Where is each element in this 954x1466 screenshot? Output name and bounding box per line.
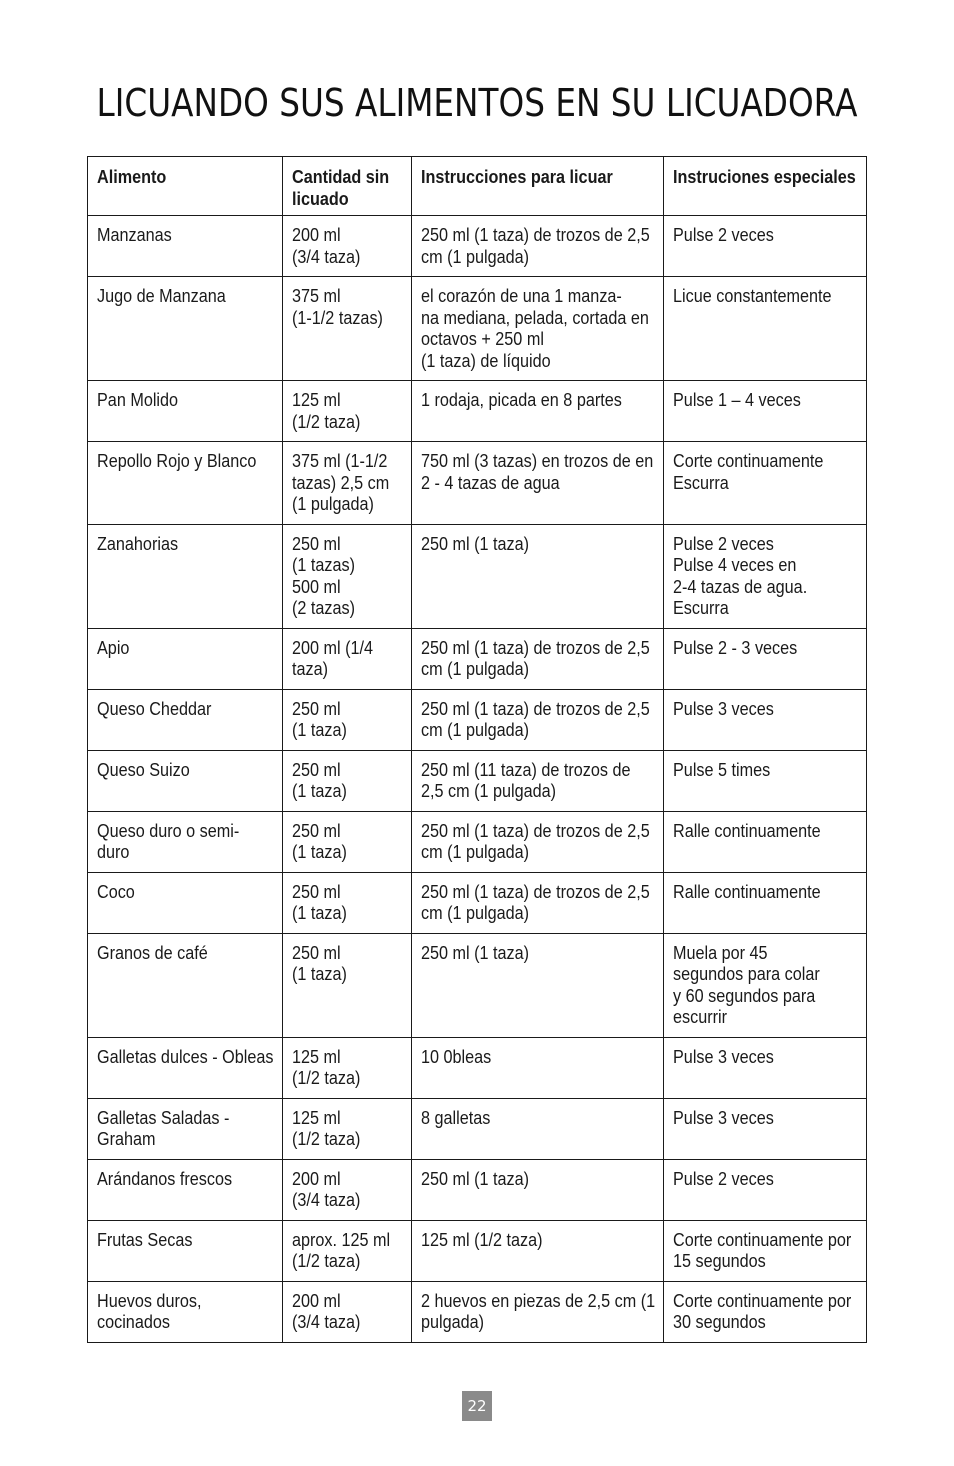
table-row <box>88 689 867 750</box>
instructions-cell: 125 ml (1/2 taza) <box>412 1220 664 1281</box>
food-cell: Queso Suizo <box>88 750 283 811</box>
instructions-cell: el corazón de una 1 manza- na mediana, pelada, cortada en octavos + 250 ml (1 taza) de líquido <box>412 277 664 381</box>
instructions-cell: 1 rodaja, picada en 8 partes <box>412 381 664 442</box>
quantity-cell: 375 ml (1-1/2 tazas) 2,5 cm (1 pulgada) <box>283 442 412 525</box>
food-cell: Repollo Rojo y Blanco <box>88 442 283 525</box>
special-instructions-cell: Pulse 2 - 3 veces <box>664 628 867 689</box>
special-instructions-cell: Pulse 3 veces <box>664 1037 867 1098</box>
food-cell: Queso Cheddar <box>88 689 283 750</box>
table-row <box>88 216 867 277</box>
table-row <box>88 872 867 933</box>
special-instructions-cell: Licue constantemente <box>664 277 867 381</box>
food-cell: Granos de café <box>88 933 283 1037</box>
instructions-cell: 250 ml (1 taza) <box>412 524 664 628</box>
table-header-row <box>88 157 867 216</box>
instructions-cell: 250 ml (1 taza) de trozos de 2,5 cm (1 pulgada) <box>412 216 664 277</box>
instructions-cell: 250 ml (11 taza) de trozos de 2,5 cm (1 pulgada) <box>412 750 664 811</box>
column-header-alimento: Alimento <box>88 157 283 216</box>
table-row <box>88 277 867 381</box>
quantity-cell: 250 ml (1 taza) <box>283 933 412 1037</box>
food-cell: Coco <box>88 872 283 933</box>
instructions-cell: 250 ml (1 taza) de trozos de 2,5 cm (1 pulgada) <box>412 811 664 872</box>
column-header-especiales: Instruciones especiales <box>664 157 867 216</box>
page-title: LICUANDO SUS ALIMENTOS EN SU LICUADORA <box>96 81 858 125</box>
column-header-instrucciones: Instrucciones para licuar <box>412 157 664 216</box>
quantity-cell: 200 ml (1/4 taza) <box>283 628 412 689</box>
quantity-cell: 125 ml (1/2 taza) <box>283 1037 412 1098</box>
instructions-cell: 10 0bleas <box>412 1037 664 1098</box>
quantity-cell: 125 ml (1/2 taza) <box>283 381 412 442</box>
food-cell: Queso duro o semi- duro <box>88 811 283 872</box>
instructions-cell: 8 galletas <box>412 1098 664 1159</box>
special-instructions-cell: Corte continuamente por 15 segundos <box>664 1220 867 1281</box>
food-cell: Galletas dulces - Obleas <box>88 1037 283 1098</box>
instructions-cell: 250 ml (1 taza) <box>412 1159 664 1220</box>
instructions-cell: 250 ml (1 taza) de trozos de 2,5 cm (1 pulgada) <box>412 628 664 689</box>
food-cell: Frutas Secas <box>88 1220 283 1281</box>
quantity-cell: 125 ml (1/2 taza) <box>283 1098 412 1159</box>
table-row <box>88 381 867 442</box>
special-instructions-cell: Pulse 3 veces <box>664 1098 867 1159</box>
food-cell: Zanahorias <box>88 524 283 628</box>
table-row <box>88 628 867 689</box>
special-instructions-cell: Corte continuamente Escurra <box>664 442 867 525</box>
quantity-cell: 250 ml (1 taza) <box>283 750 412 811</box>
special-instructions-cell: Pulse 3 veces <box>664 689 867 750</box>
instructions-cell: 250 ml (1 taza) de trozos de 2,5 cm (1 pulgada) <box>412 689 664 750</box>
table-row <box>88 933 867 1037</box>
instructions-cell: 250 ml (1 taza) de trozos de 2,5 cm (1 pulgada) <box>412 872 664 933</box>
quantity-cell: 200 ml (3/4 taza) <box>283 216 412 277</box>
table-row <box>88 811 867 872</box>
special-instructions-cell: Muela por 45 segundos para colar y 60 segundos para escurrir <box>664 933 867 1037</box>
quantity-cell: 250 ml (1 tazas) 500 ml (2 tazas) <box>283 524 412 628</box>
quantity-cell: 200 ml (3/4 taza) <box>283 1159 412 1220</box>
special-instructions-cell: Pulse 2 veces <box>664 1159 867 1220</box>
food-cell: Arándanos frescos <box>88 1159 283 1220</box>
instructions-cell: 750 ml (3 tazas) en trozos de en 2 - 4 tazas de agua <box>412 442 664 525</box>
special-instructions-cell: Pulse 2 veces Pulse 4 veces en 2-4 tazas de agua. Escurra <box>664 524 867 628</box>
table-row <box>88 750 867 811</box>
page-number: 22 <box>462 1391 492 1421</box>
instructions-cell: 2 huevos en piezas de 2,5 cm (1 pulgada) <box>412 1281 664 1342</box>
table-row <box>88 1037 867 1098</box>
special-instructions-cell: Corte continuamente por 30 segundos <box>664 1281 867 1342</box>
table-row <box>88 442 867 525</box>
special-instructions-cell: Ralle continuamente <box>664 811 867 872</box>
quantity-cell: 250 ml (1 taza) <box>283 689 412 750</box>
blending-guide-table <box>87 156 867 1343</box>
food-cell: Pan Molido <box>88 381 283 442</box>
quantity-cell: 200 ml (3/4 taza) <box>283 1281 412 1342</box>
table-body <box>88 216 867 1343</box>
special-instructions-cell: Pulse 1 – 4 veces <box>664 381 867 442</box>
special-instructions-cell: Ralle continuamente <box>664 872 867 933</box>
special-instructions-cell: Pulse 5 times <box>664 750 867 811</box>
quantity-cell: 250 ml (1 taza) <box>283 811 412 872</box>
table-row <box>88 1159 867 1220</box>
food-cell: Jugo de Manzana <box>88 277 283 381</box>
quantity-cell: 375 ml (1-1/2 tazas) <box>283 277 412 381</box>
table-row <box>88 1098 867 1159</box>
food-cell: Apio <box>88 628 283 689</box>
special-instructions-cell: Pulse 2 veces <box>664 216 867 277</box>
table-row <box>88 1281 867 1342</box>
table-row <box>88 524 867 628</box>
food-cell: Huevos duros, cocinados <box>88 1281 283 1342</box>
food-cell: Galletas Saladas - Graham <box>88 1098 283 1159</box>
food-cell: Manzanas <box>88 216 283 277</box>
instructions-cell: 250 ml (1 taza) <box>412 933 664 1037</box>
table-row <box>88 1220 867 1281</box>
column-header-cantidad: Cantidad sin licuado <box>283 157 412 216</box>
quantity-cell: 250 ml (1 taza) <box>283 872 412 933</box>
quantity-cell: aprox. 125 ml (1/2 taza) <box>283 1220 412 1281</box>
